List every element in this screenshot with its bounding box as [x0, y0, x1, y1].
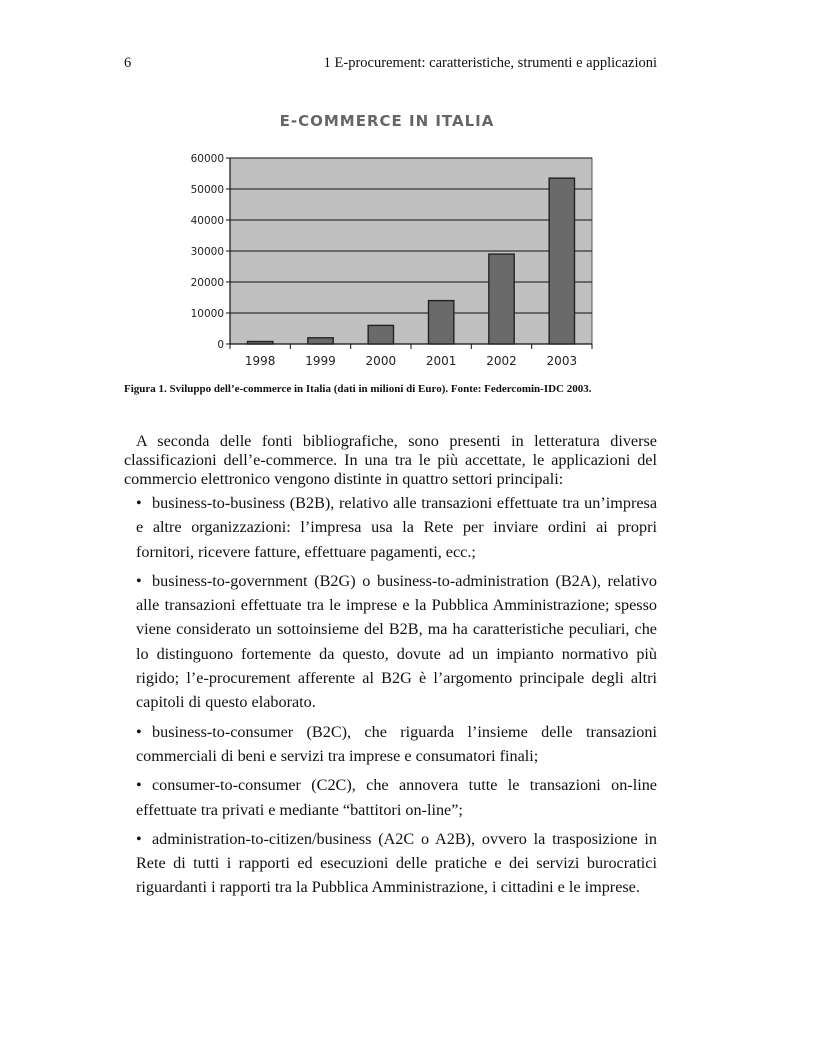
running-title: 1 E-procurement: caratteristiche, strumenti e applicazioni	[323, 55, 657, 71]
figure	[180, 108, 610, 378]
y-tick-label: 30000	[190, 246, 224, 258]
list-item-text: business-to-government (B2G) o business-to-administration (B2A), relativo alle transazioni effettuate tra le imprese e la Pubblica Amministrazione; spesso viene considerato un sottoinsieme del B2B, ma ha caratteristiche peculiari, che lo distinguono fortemente da questo, dovute ad un impianto normativo più rigido; l’e-procurement afferente al B2G è l’argomento principale degli altri capitoli di questo elaborato.	[136, 571, 657, 712]
bar-2001	[428, 301, 453, 344]
list-item	[124, 773, 657, 822]
x-tick-label: 2001	[425, 354, 457, 368]
bullet: •	[136, 722, 142, 741]
bar-2003	[549, 178, 574, 344]
bar-1998	[247, 342, 272, 344]
y-tick-label: 40000	[190, 215, 224, 227]
x-tick-label: 1999	[305, 354, 336, 368]
list-item-text: business-to-business (B2B), relativo alle transazioni effettuate tra un’impresa e altre organizzazioni: l’impresa usa la Rete per inviare ordini ai propri fornitori, ricevere fatture, effettuare pagamenti, ecc.;	[136, 494, 657, 561]
list-item	[124, 827, 657, 900]
list-item	[124, 720, 657, 769]
x-tick-label: 1998	[244, 354, 276, 368]
figure-caption: Figura 1. Sviluppo dell’e-commerce in Italia (dati in milioni di Euro). Fonte: Federcomin-IDC 2003.	[124, 383, 592, 395]
page-number: 6	[124, 55, 132, 71]
chart-title: E-COMMERCE IN ITALIA	[279, 112, 495, 130]
y-tick-label: 20000	[190, 277, 224, 289]
list-item-text: business-to-consumer (B2C), che riguarda l’insieme delle transazioni commerciali di beni e servizi tra imprese e consumatori finali;	[136, 722, 657, 765]
x-tick-label: 2002	[486, 354, 517, 368]
bullet: •	[136, 829, 142, 848]
list-item	[124, 491, 657, 564]
x-tick-label: 2003	[546, 354, 578, 368]
bullet: •	[136, 494, 142, 512]
y-tick-label: 10000	[190, 308, 224, 320]
bullet: •	[136, 571, 142, 590]
bar-2000	[368, 325, 393, 344]
y-tick-label: 60000	[190, 153, 224, 165]
list-item	[124, 569, 657, 715]
y-tick-label: 0	[217, 339, 224, 351]
bar-1999	[308, 338, 333, 344]
ecommerce-bar-chart	[180, 108, 610, 378]
y-tick-label: 50000	[190, 184, 224, 196]
x-tick-label: 2000	[365, 354, 397, 368]
body-text	[124, 432, 657, 905]
list-item-text: consumer-to-consumer (C2C), che annovera tutte le transazioni on-line effettuate tra privati e mediante “battitori on-line”;	[136, 776, 657, 819]
sector-list	[124, 491, 657, 900]
bar-2002	[489, 254, 514, 344]
list-item-text: administration-to-citizen/business (A2C o A2B), ovvero la trasposizione in Rete di tutti i rapporti ed esecuzioni delle pratiche e dei servizi burocratici riguardanti i rapporti tra la Pubblica Amministrazione, i cittadini e le imprese.	[136, 829, 657, 897]
intro-paragraph: A seconda delle fonti bibliografiche, sono presenti in letteratura diverse classificazioni dell’e-commerce. In una tra le più accettate, le applicazioni del commercio elettronico vengono distinte in quattro settori principali:	[124, 432, 657, 488]
bullet: •	[136, 776, 142, 795]
